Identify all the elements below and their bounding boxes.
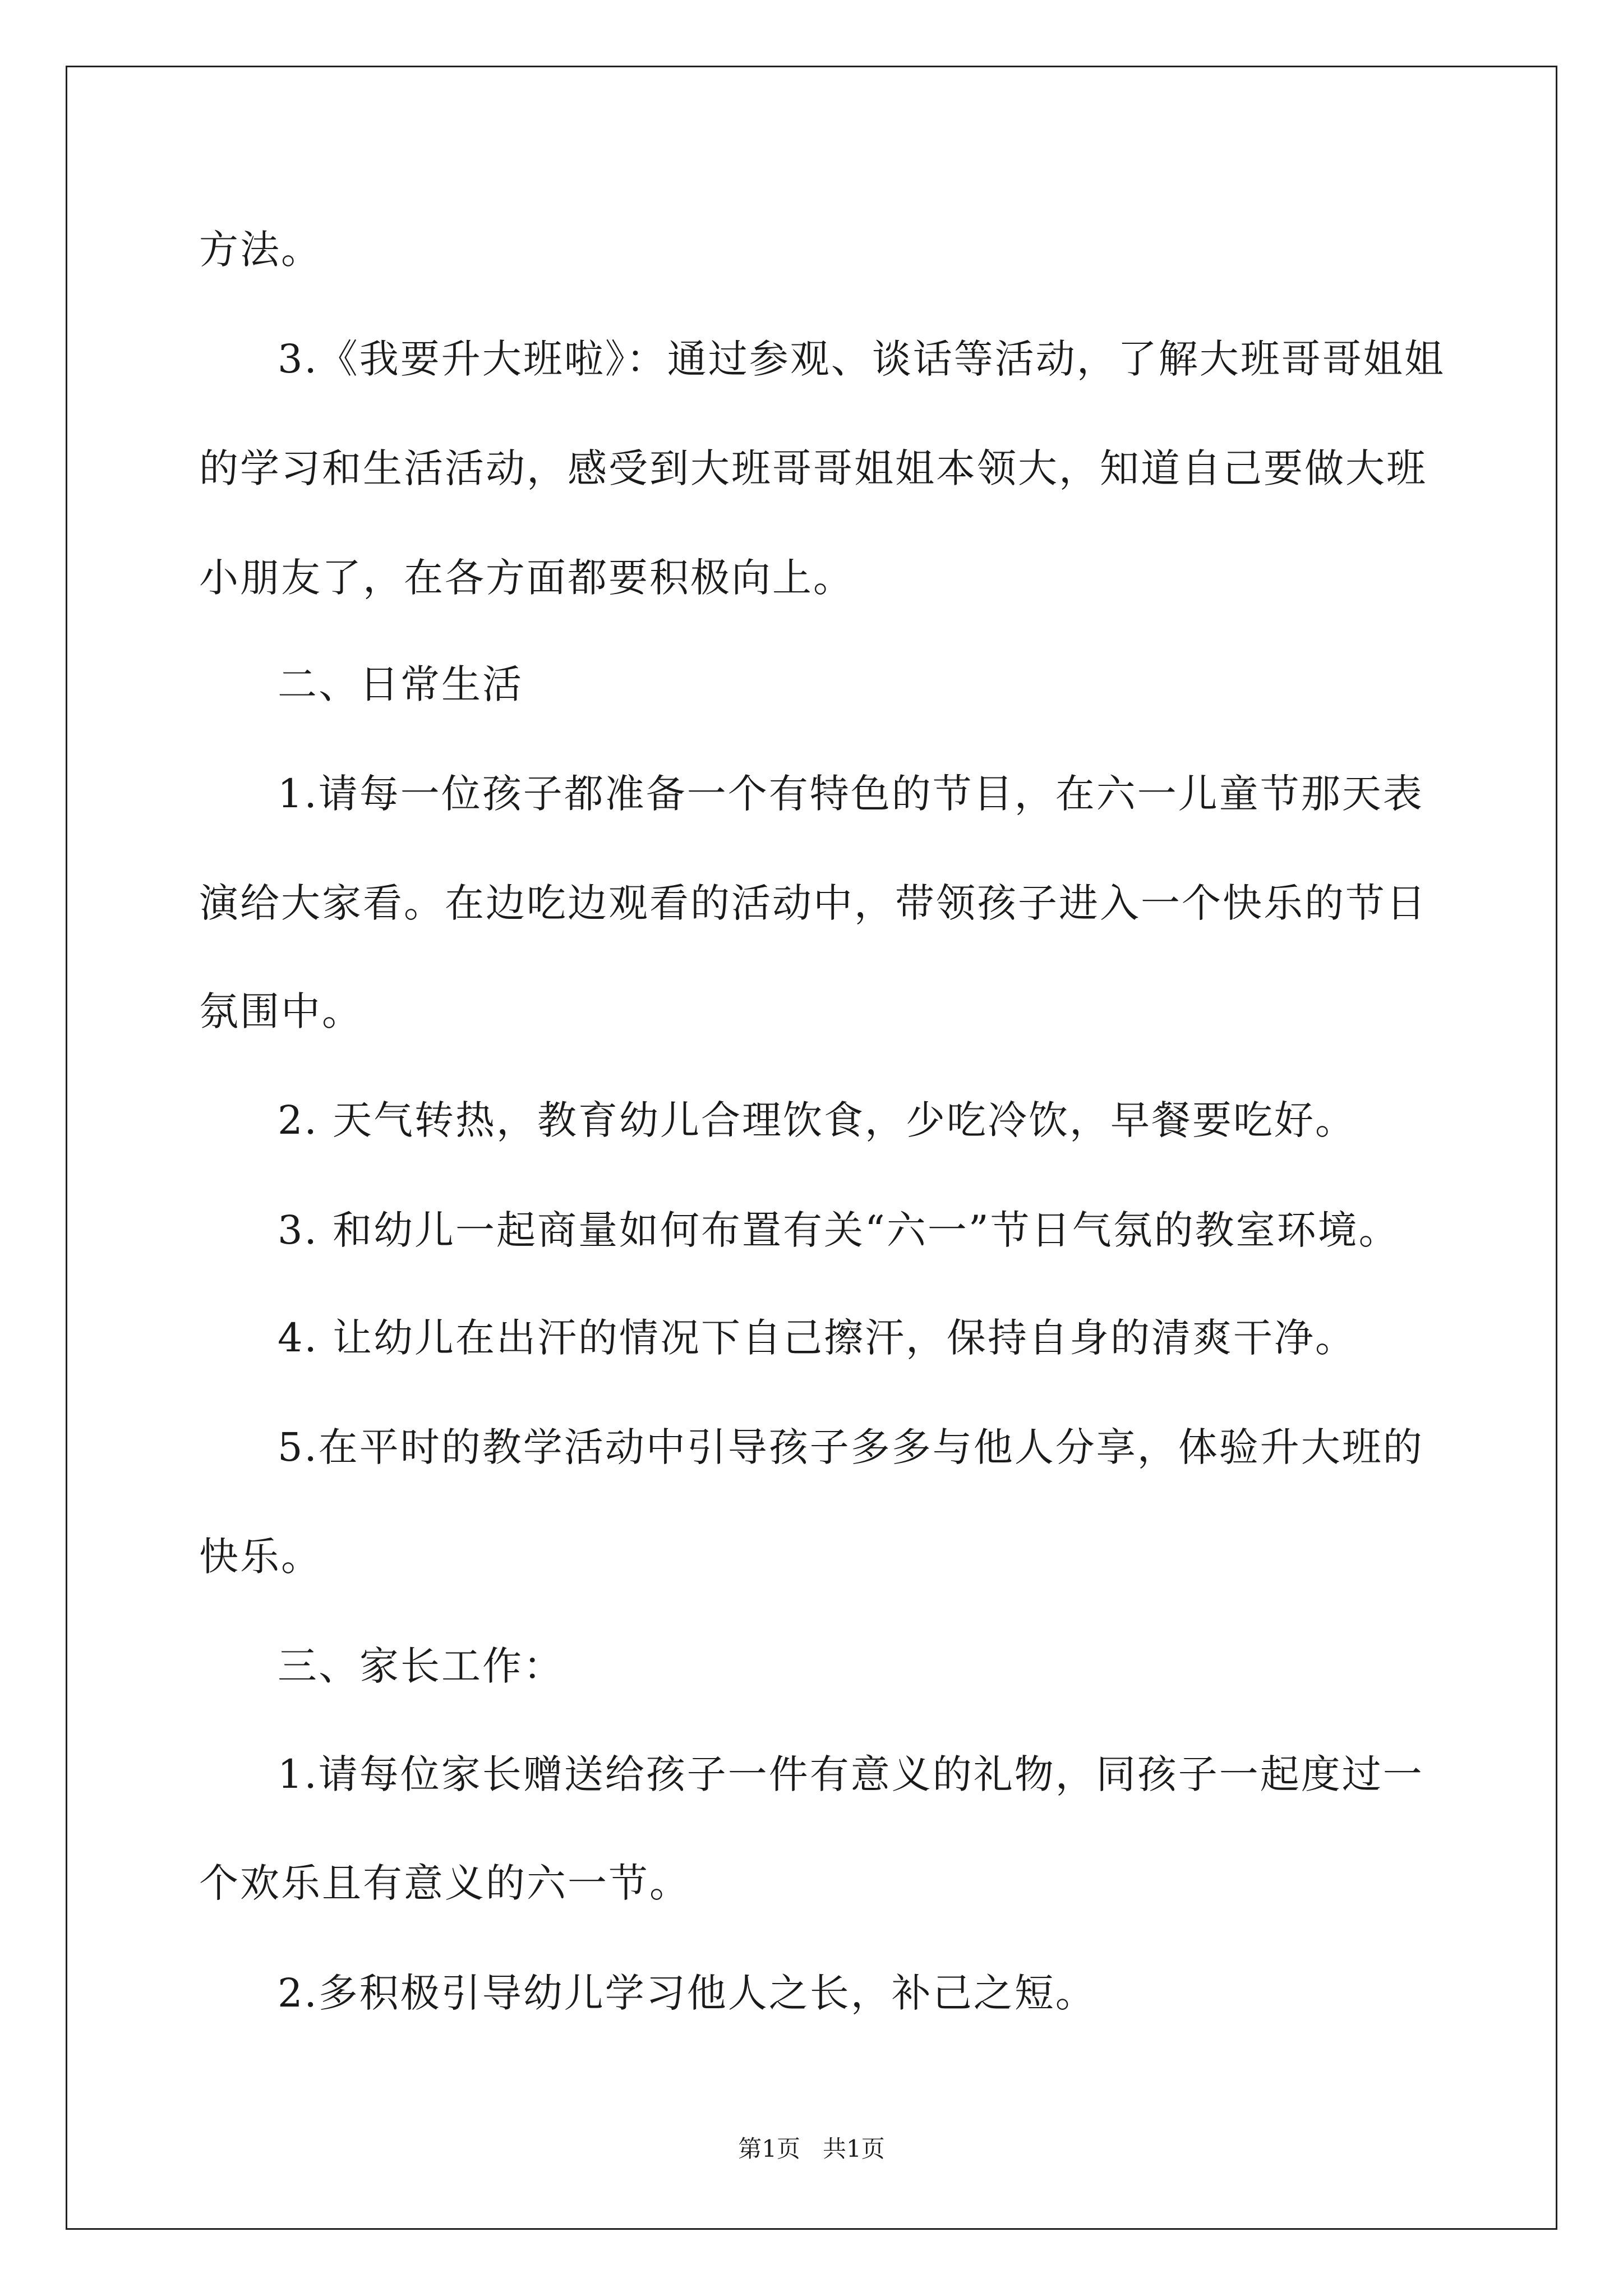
text-line: 1.请每一位孩子都准备一个有特色的节目，在六一儿童节那天表 xyxy=(278,771,1424,817)
text-line: 小朋友了，在各方面都要积极向上。 xyxy=(199,555,854,601)
text-line: 5.在平时的教学活动中引导孩子多多与他人分享，体验升大班的 xyxy=(278,1424,1424,1470)
section-heading: 三、家长工作： xyxy=(278,1643,564,1689)
section-heading: 二、日常生活 xyxy=(278,661,523,707)
text-line: 3. 和幼儿一起商量如何布置有关“六一”节日气氛的教室环境。 xyxy=(278,1207,1400,1253)
text-line: 演给大家看。在边吃边观看的活动中，带领孩子进入一个快乐的节日 xyxy=(199,880,1427,926)
text-line: 4. 让幼儿在出汗的情况下自己擦汗，保持自身的清爽干净。 xyxy=(278,1315,1357,1361)
text-line: 氛围中。 xyxy=(199,988,363,1034)
text-line: 个欢乐且有意义的六一节。 xyxy=(199,1860,690,1906)
text-line: 1.请每位家长赠送给孩子一件有意义的礼物，同孩子一起度过一 xyxy=(278,1751,1424,1797)
page-footer: 第1页 共1页 xyxy=(738,2135,885,2162)
text-line: 3.《我要升大班啦》：通过参观、谈话等活动，了解大班哥哥姐姐 xyxy=(278,336,1445,382)
text-line: 2.多积极引导幼儿学习他人之长，补己之短。 xyxy=(278,1970,1096,2016)
text-line: 方法。 xyxy=(199,227,322,273)
text-line: 的学习和生活活动，感受到大班哥哥姐姐本领大，知道自己要做大班 xyxy=(199,445,1427,491)
text-line: 快乐。 xyxy=(199,1534,322,1580)
text-line: 2. 天气转热，教育幼儿合理饮食，少吃冷饮，早餐要吃好。 xyxy=(278,1097,1357,1143)
